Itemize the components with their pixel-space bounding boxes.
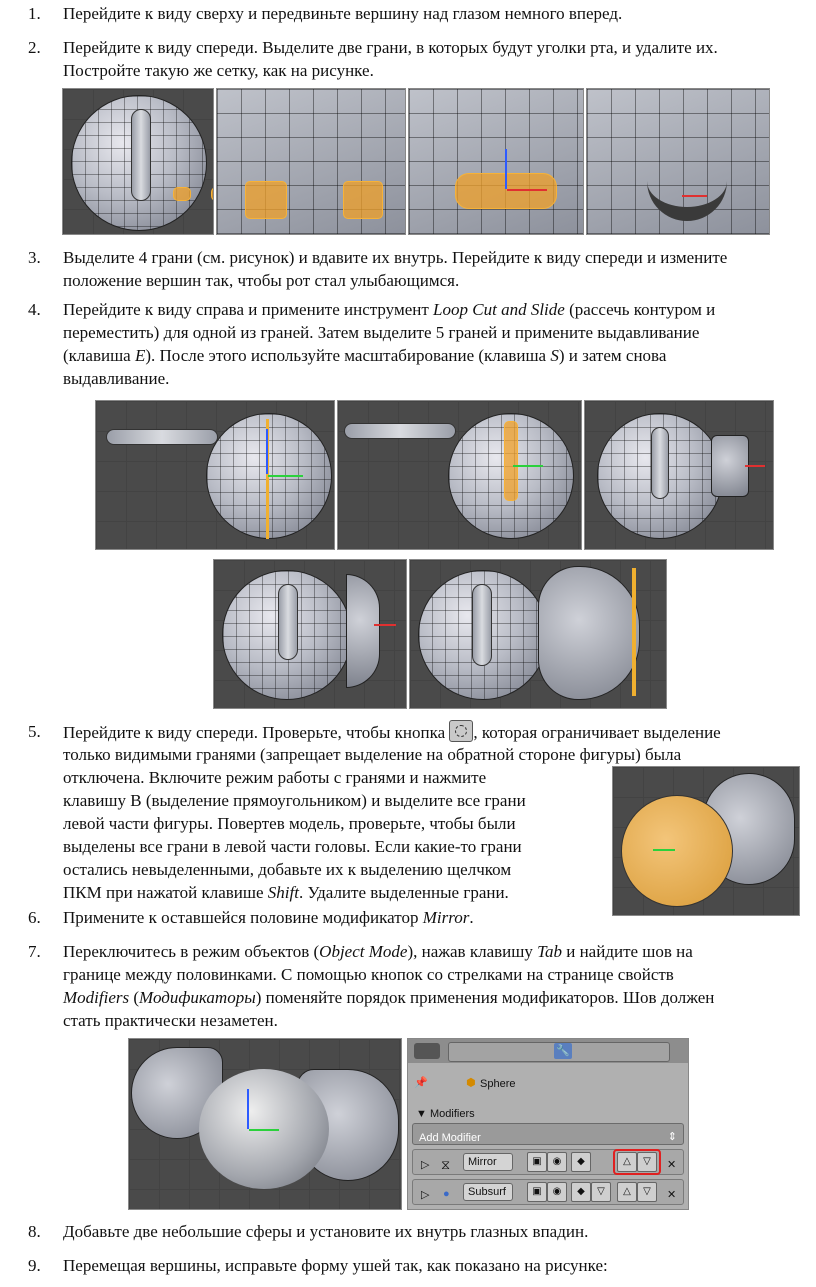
modifier-mirror <box>412 1149 684 1175</box>
y-axis <box>268 475 303 477</box>
text: Перейдите к виду справа и примените инструмент <box>63 300 434 319</box>
step-text-line4: выдавливание. <box>63 369 170 388</box>
x-axis <box>507 189 547 191</box>
wrench-icon[interactable]: 🔧 <box>554 1043 572 1059</box>
text: Переключитесь в режим объектов ( <box>63 942 320 961</box>
move-up-icon[interactable]: △ <box>617 1152 637 1172</box>
figure-elephant-head <box>128 1038 402 1210</box>
camera-icon[interactable]: ▣ <box>527 1152 547 1172</box>
close-icon[interactable]: ✕ <box>667 1189 677 1201</box>
step-number: 9. <box>28 1256 41 1275</box>
key-e: E <box>134 346 146 365</box>
y-axis <box>513 465 543 467</box>
ear-edge <box>632 568 636 696</box>
eye-icon[interactable]: ◉ <box>547 1152 567 1172</box>
add-modifier-dropdown[interactable] <box>412 1123 684 1145</box>
key-s: S <box>550 346 559 365</box>
figure-front-extrude <box>584 400 774 550</box>
figure-half-selected <box>612 766 800 916</box>
step-number: 3. <box>28 248 41 267</box>
modifier-name: Mirror <box>422 908 470 927</box>
figure-side-1 <box>95 400 335 550</box>
step-text: Добавьте две небольшие сферы и установите их внутрь глазных впадин. <box>63 1222 589 1241</box>
line: границе между половинками. С помощью кнопок со стрелками на странице свойств <box>63 965 674 984</box>
text: ) поменяйте порядок применения модификаторов. Шов должен <box>255 988 715 1007</box>
text: и найдите шов на <box>561 942 693 961</box>
mesh-select-icon[interactable] <box>449 720 473 742</box>
text: , которая ограничивает выделение <box>473 723 721 742</box>
expand-arrow-icon[interactable]: ▷ <box>421 1189 430 1201</box>
step-text-line2: положение вершин так, чтобы рот стал улыбающимся. <box>63 271 460 290</box>
x-axis <box>682 195 707 197</box>
selected-face <box>173 187 191 201</box>
step-number: 4. <box>28 300 41 319</box>
move-down-icon[interactable]: ▽ <box>637 1182 657 1202</box>
trunk <box>106 429 218 445</box>
panel-name-ru: Модификаторы <box>139 988 256 1007</box>
step-text: Перейдите к виду сверху и передвиньте вершину над глазом немного вперед. <box>63 4 623 23</box>
modifier-subsurf <box>412 1179 684 1205</box>
figure-closeup-2 <box>408 88 584 235</box>
selected-half <box>621 795 733 907</box>
trunk <box>344 423 456 439</box>
mirror-modifier-icon: ⧖ <box>441 1157 451 1172</box>
text: . Удалите выделенные грани. <box>298 883 509 902</box>
editmode-icon[interactable]: ◆ <box>571 1182 591 1202</box>
step-number: 5. <box>28 722 41 741</box>
mode-name: Object Mode <box>319 942 408 961</box>
trunk <box>131 109 151 201</box>
selected-face <box>245 181 287 219</box>
step-text: Перемещая вершины, исправьте форму ушей так, как показано на рисунке: <box>63 1256 608 1275</box>
mesh-icon: ⬢ <box>466 1077 476 1089</box>
section-title: Modifiers <box>430 1108 475 1120</box>
text: ПКМ при нажатой клавише <box>63 883 268 902</box>
expand-arrow-icon[interactable]: ▷ <box>421 1159 430 1171</box>
line: клавишу B (выделение прямоугольником) и выделите все грани <box>63 791 526 810</box>
chevron-updown-icon: ⇕ <box>667 1131 677 1143</box>
properties-panel <box>407 1038 689 1210</box>
ear-extruded <box>538 566 640 700</box>
add-modifier-label: Add Modifier <box>419 1132 481 1144</box>
trunk <box>651 427 669 499</box>
line: стать практически незаметен. <box>63 1011 278 1030</box>
smile <box>647 167 727 221</box>
breadcrumb <box>412 1071 684 1089</box>
camera-icon[interactable]: ▣ <box>527 1182 547 1202</box>
text: (клавиша <box>63 346 135 365</box>
line: только видимыми гранями (запрещает выделение на обратной стороне фигуры) была <box>63 745 682 764</box>
line: левой части фигуры. Повертев модель, проверьте, чтобы были <box>63 814 516 833</box>
pin-icon[interactable]: 📌 <box>414 1077 428 1089</box>
step-text-line2: переместить) для одной из граней. Затем выделите 5 граней и примените выдавливание <box>63 323 700 342</box>
properties-tabs <box>408 1039 688 1063</box>
x-axis <box>374 624 396 626</box>
step-number: 7. <box>28 942 41 961</box>
figure-front-sphere <box>62 88 214 235</box>
ear-extrusion <box>711 435 749 497</box>
figure-front-ear <box>409 559 667 709</box>
trunk <box>472 584 492 666</box>
panel-name: Modifiers <box>63 988 130 1007</box>
text: ( <box>129 988 140 1007</box>
figure-front-scale <box>213 559 407 709</box>
key-tab: Tab <box>537 942 562 961</box>
object-name: Sphere <box>480 1078 516 1090</box>
tool-name: Loop Cut and Slide <box>433 300 565 319</box>
line: остались невыделенными, добавьте их к выделению щелчком <box>63 860 512 879</box>
move-up-icon[interactable]: △ <box>617 1182 637 1202</box>
z-axis <box>247 1089 249 1129</box>
step-text-line1: Перейдите к виду спереди. Выделите две грани, в которых будут уголки рта, и удалите их. <box>63 38 718 57</box>
text: Перейдите к виду спереди. Проверьте, чтобы кнопка <box>63 723 450 742</box>
eye-icon[interactable]: ◉ <box>547 1182 567 1202</box>
figure-closeup-3 <box>586 88 770 235</box>
step-number: 2. <box>28 38 41 57</box>
line: выделены все грани в левой части головы. Если какие-то грани <box>63 837 522 856</box>
step-text-line2: Постройте такую же сетку, как на рисунке. <box>63 61 374 80</box>
modifier-name-field[interactable]: Subsurf <box>463 1183 513 1201</box>
modifiers-header[interactable]: ▼ Modifiers <box>412 1101 684 1119</box>
step-number: 1. <box>28 4 41 23</box>
z-axis <box>505 149 507 189</box>
selected-face <box>343 181 383 219</box>
selected-faces <box>504 421 518 501</box>
step-number: 6. <box>28 908 41 927</box>
text: (рассечь контуром и <box>564 300 716 319</box>
ear-scaled <box>346 574 380 688</box>
text: ). После этого используйте масштабирование (клавиша <box>145 346 551 365</box>
editmode-icon[interactable]: ◆ <box>571 1152 591 1172</box>
subsurf-modifier-icon: ● <box>443 1188 450 1200</box>
line: отключена. Включите режим работы с гранями и нажмите <box>63 768 487 787</box>
modifier-name-field[interactable]: Mirror <box>463 1153 513 1171</box>
y-axis <box>249 1129 279 1131</box>
x-axis <box>745 465 765 467</box>
text: ), нажав клавишу <box>407 942 538 961</box>
figure-side-2 <box>337 400 582 550</box>
move-down-icon[interactable]: ▽ <box>637 1152 657 1172</box>
key-shift: Shift <box>267 883 299 902</box>
text: Примените к оставшейся половине модификатор <box>63 908 423 927</box>
y-axis <box>653 849 675 851</box>
step-text-line1: Выделите 4 грани (см. рисунок) и вдавите их внутрь. Перейдите к виду спереди и измените <box>63 248 728 267</box>
figure-closeup-1 <box>216 88 406 235</box>
cage-icon[interactable]: ▽ <box>591 1182 611 1202</box>
close-icon[interactable]: ✕ <box>667 1159 677 1171</box>
z-axis <box>266 429 268 474</box>
step-number: 8. <box>28 1222 41 1241</box>
trunk <box>278 584 298 660</box>
editor-type-icon[interactable] <box>414 1043 440 1059</box>
selected-face <box>211 187 214 201</box>
text: . <box>469 908 474 927</box>
text: ) и затем снова <box>558 346 667 365</box>
